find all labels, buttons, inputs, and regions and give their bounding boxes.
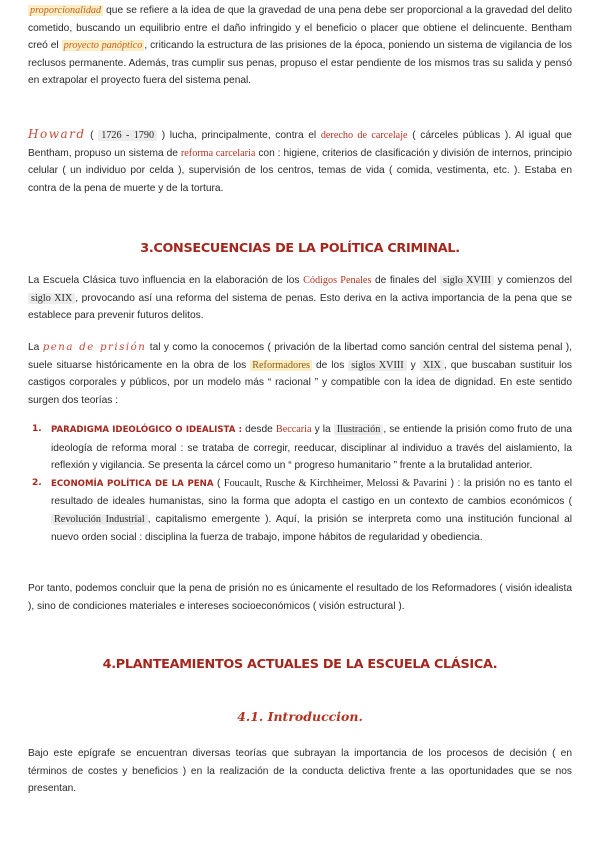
term-reformadores: Reformadores bbox=[252, 359, 310, 371]
term-revolucion-industrial: Revolución Industrial bbox=[51, 514, 148, 525]
paragraph-proporcionalidad: proporcionalidad que se refiere a la idea de que la gravedad de una pena debe ser proporcional a la gravedad del delito cometido, buscando un equilibrio entre el daño infringido y el beneficio o placer que obtiene el delincuente. Bentham creó el proyecto panóptico , criticando la estructura de las prisiones de la época, poniendo un sistema de vigilancia de los reclusos permanente. Además, tras cumplir sus penas, propuso el estar pendiente de los mismos tras su salida y pensó en extrapolar el proyecto fuera del sistema penal. bbox=[28, 5, 572, 87]
section-heading-4: 4.PLANTEAMIENTOS ACTUALES DE LA ESCUELA CLÁSICA. bbox=[102, 657, 498, 672]
term-siglos-xviii: siglos XVIII bbox=[348, 360, 406, 371]
years-howard: 1726 - 1790 bbox=[98, 130, 157, 141]
subsection-heading-4-1: 4.1. Introduccion. bbox=[237, 709, 363, 724]
term-codigos-penales: Códigos Penales bbox=[303, 275, 372, 286]
list-item: 1. PARADIGMA IDEOLÓGICO O IDEALISTA : desde Beccaria y la Ilustración , se entiende la prisión como fruto de una ideología de reforma moral : se trataba de corregir, reeducar, disciplinar al individuo a través del aislamiento, la reflexión y vigilancia. Se presenta la cárcel como un “ progreso humanitario ” frente a la brutalidad anterior. bbox=[32, 424, 572, 472]
handwritten-howard: Howard bbox=[28, 127, 86, 141]
term-proporcionalidad: proporcionalidad bbox=[30, 5, 102, 16]
term-siglo-xviii: siglo XVIII bbox=[440, 275, 494, 286]
term-xix: XIX bbox=[420, 360, 444, 371]
authors-list: Foucault, Rusche & Kirchheimer, Melossi & Pavarini bbox=[223, 477, 448, 489]
paragraph-pena-prision: La pena de prisión tal y como la conocemos ( privación de la libertad como sanción central del sistema penal ), suele situarse históricamente en la obra de los Reformadores de los siglos XVIII y XIX , que buscaban sustituir los castigos corporales y públicos, por un modelo más “ racional ” y compatible con la idea de dignidad. En este sentido surgen dos teorías : bbox=[28, 342, 572, 406]
term-beccaria: Beccaria bbox=[275, 424, 312, 435]
theories-list bbox=[28, 421, 572, 546]
term-reforma-carcelaria: reforma carcelaria bbox=[180, 147, 256, 159]
section-heading-3: 3.CONSECUENCIAS DE LA POLÍTICA CRIMINAL. bbox=[140, 241, 460, 256]
term-ilustracion: Ilustración bbox=[334, 424, 384, 435]
term-derecho-carcelaje: derecho de carcelaje bbox=[320, 130, 408, 141]
term-siglo-xix: siglo XIX bbox=[28, 293, 75, 304]
paragraph-conclusion: Por tanto, podemos concluir que la pena de prisión no es únicamente el resultado de los Reformadores ( visión idealista ), sino de condiciones materiales e intereses socioeconómicos ( visión estructural ). bbox=[28, 583, 572, 612]
term-proyecto-panoptico: proyecto panóptico bbox=[63, 40, 143, 52]
list-item: 2. ECONOMÍA POLÍTICA DE LA PENA ( Foucault, Rusche & Kirchheimer, Melossi & Pavarini ) : la prisión no es tanto el resultado de ideales humanistas, sino la forma que adopta el castigo en un contexto de cambios económicos ( Revolución Industrial , capitalismo emergente ). Aquí, la prisión se interpreta como una institución funcional al nuevo orden social : disciplina la fuerza de trabajo, impone hábitos de regularidad y obediencia. bbox=[32, 477, 572, 543]
paragraph-escuela-clasica: La Escuela Clásica tuvo influencia en la elaboración de los Códigos Penales de finales del siglo XVIII y comienzos del siglo XIX , provocando así una reforma del sistema de penas. Esto deriva en la activa importancia de la pena que se establece para prevenir futuros delitos. bbox=[28, 275, 573, 322]
handwritten-pena-prision: pena de prisión bbox=[42, 342, 147, 353]
economia-politica-heading: ECONOMÍA POLÍTICA DE LA PENA bbox=[51, 478, 214, 489]
paragraph-introduccion: Bajo este epígrafe se encuentran diversas teorías que subrayan la importancia de los procesos de decisión ( en términos de costes y beneficios ) en la realización de la conducta delictiva frente a las oportunidades que se nos presentan. bbox=[28, 748, 572, 795]
paradigma-idealista-heading: PARADIGMA IDEOLÓGICO O IDEALISTA : bbox=[51, 425, 243, 435]
paragraph-howard: Howard ( 1726 - 1790 ) lucha, principalmente, contra el derecho de carcelaje ( cárceles públicas ). Al igual que Bentham, propuso un sistema de reforma carcelaria con : higiene, criterios de clasificación y división de internos, principio celular ( un individuo por celda ), supervisión de los centros, temas de vida ( comida, vestimenta, etc. ). Estaba en contra de la pena de muerte y de la tortura. bbox=[28, 127, 572, 194]
